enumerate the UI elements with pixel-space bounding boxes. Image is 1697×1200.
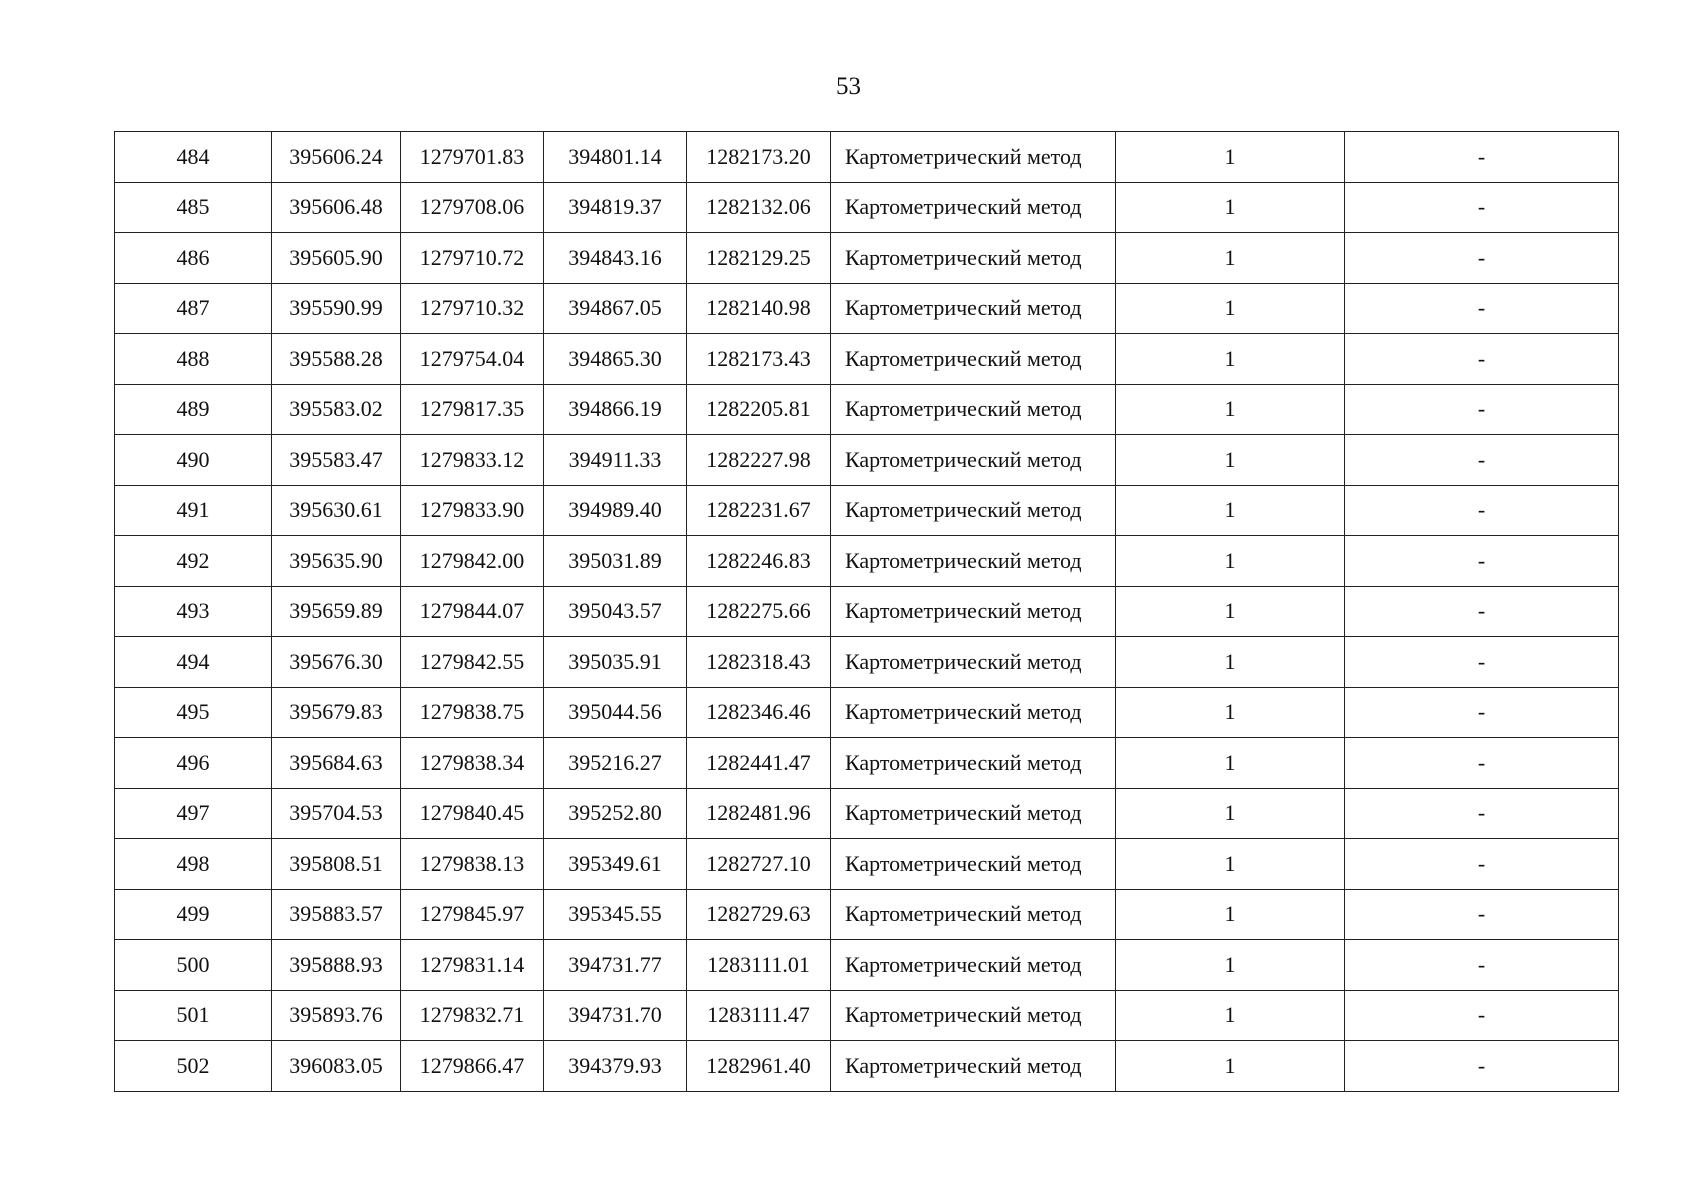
table-row [115, 233, 1619, 284]
point-number-cell: 500 [115, 940, 272, 991]
table-row [115, 132, 1619, 183]
x-coordinate-cell: 396083.05 [272, 1041, 401, 1092]
x-coordinate-cell: 395808.51 [272, 839, 401, 890]
x-coordinate-cell: 395606.48 [272, 182, 401, 233]
accuracy-cell: 1 [1116, 788, 1345, 839]
x-coordinate-cell: 395883.57 [272, 889, 401, 940]
note-cell: - [1345, 940, 1619, 991]
method-cell: Картометрический метод [831, 435, 1116, 486]
note-cell: - [1345, 788, 1619, 839]
x2-coordinate-cell: 395345.55 [544, 889, 687, 940]
table-row [115, 485, 1619, 536]
y-coordinate-cell: 1279701.83 [401, 132, 544, 183]
x-coordinate-cell: 395684.63 [272, 738, 401, 789]
method-cell: Картометрический метод [831, 384, 1116, 435]
point-number-cell: 489 [115, 384, 272, 435]
method-cell: Картометрический метод [831, 586, 1116, 637]
y2-coordinate-cell: 1282227.98 [687, 435, 831, 486]
y2-coordinate-cell: 1282231.67 [687, 485, 831, 536]
y-coordinate-cell: 1279832.71 [401, 990, 544, 1041]
x-coordinate-cell: 395583.47 [272, 435, 401, 486]
accuracy-cell: 1 [1116, 839, 1345, 890]
x-coordinate-cell: 395583.02 [272, 384, 401, 435]
note-cell: - [1345, 839, 1619, 890]
point-number-cell: 485 [115, 182, 272, 233]
x-coordinate-cell: 395888.93 [272, 940, 401, 991]
note-cell: - [1345, 1041, 1619, 1092]
x2-coordinate-cell: 394989.40 [544, 485, 687, 536]
accuracy-cell: 1 [1116, 687, 1345, 738]
x2-coordinate-cell: 395216.27 [544, 738, 687, 789]
method-cell: Картометрический метод [831, 990, 1116, 1041]
note-cell: - [1345, 738, 1619, 789]
point-number-cell: 491 [115, 485, 272, 536]
method-cell: Картометрический метод [831, 182, 1116, 233]
accuracy-cell: 1 [1116, 536, 1345, 587]
x2-coordinate-cell: 395035.91 [544, 637, 687, 688]
x-coordinate-cell: 395893.76 [272, 990, 401, 1041]
accuracy-cell: 1 [1116, 233, 1345, 284]
point-number-cell: 495 [115, 687, 272, 738]
x-coordinate-cell: 395590.99 [272, 283, 401, 334]
table-row [115, 940, 1619, 991]
y2-coordinate-cell: 1282205.81 [687, 384, 831, 435]
table-row [115, 536, 1619, 587]
accuracy-cell: 1 [1116, 889, 1345, 940]
y-coordinate-cell: 1279844.07 [401, 586, 544, 637]
note-cell: - [1345, 637, 1619, 688]
accuracy-cell: 1 [1116, 384, 1345, 435]
method-cell: Картометрический метод [831, 334, 1116, 385]
table-row [115, 637, 1619, 688]
method-cell: Картометрический метод [831, 536, 1116, 587]
x-coordinate-cell: 395704.53 [272, 788, 401, 839]
x2-coordinate-cell: 394731.77 [544, 940, 687, 991]
y2-coordinate-cell: 1282275.66 [687, 586, 831, 637]
y2-coordinate-cell: 1283111.01 [687, 940, 831, 991]
y-coordinate-cell: 1279866.47 [401, 1041, 544, 1092]
x2-coordinate-cell: 394379.93 [544, 1041, 687, 1092]
table-row [115, 990, 1619, 1041]
accuracy-cell: 1 [1116, 1041, 1345, 1092]
note-cell: - [1345, 283, 1619, 334]
accuracy-cell: 1 [1116, 435, 1345, 486]
x2-coordinate-cell: 394865.30 [544, 334, 687, 385]
method-cell: Картометрический метод [831, 839, 1116, 890]
y-coordinate-cell: 1279831.14 [401, 940, 544, 991]
note-cell: - [1345, 990, 1619, 1041]
y-coordinate-cell: 1279833.12 [401, 435, 544, 486]
x2-coordinate-cell: 394911.33 [544, 435, 687, 486]
method-cell: Картометрический метод [831, 940, 1116, 991]
y-coordinate-cell: 1279708.06 [401, 182, 544, 233]
y2-coordinate-cell: 1282246.83 [687, 536, 831, 587]
y-coordinate-cell: 1279833.90 [401, 485, 544, 536]
method-cell: Картометрический метод [831, 1041, 1116, 1092]
page-number: 53 [836, 73, 861, 100]
x-coordinate-cell: 395659.89 [272, 586, 401, 637]
note-cell: - [1345, 586, 1619, 637]
x2-coordinate-cell: 394819.37 [544, 182, 687, 233]
y-coordinate-cell: 1279842.00 [401, 536, 544, 587]
x-coordinate-cell: 395588.28 [272, 334, 401, 385]
coordinates-table-body [115, 132, 1619, 1092]
note-cell: - [1345, 233, 1619, 284]
accuracy-cell: 1 [1116, 738, 1345, 789]
table-row [115, 687, 1619, 738]
table-row [115, 182, 1619, 233]
table-row [115, 839, 1619, 890]
x2-coordinate-cell: 394866.19 [544, 384, 687, 435]
x-coordinate-cell: 395605.90 [272, 233, 401, 284]
method-cell: Картометрический метод [831, 233, 1116, 284]
method-cell: Картометрический метод [831, 485, 1116, 536]
x2-coordinate-cell: 395349.61 [544, 839, 687, 890]
note-cell: - [1345, 435, 1619, 486]
accuracy-cell: 1 [1116, 586, 1345, 637]
x2-coordinate-cell: 394801.14 [544, 132, 687, 183]
method-cell: Картометрический метод [831, 788, 1116, 839]
y-coordinate-cell: 1279838.34 [401, 738, 544, 789]
x-coordinate-cell: 395635.90 [272, 536, 401, 587]
y-coordinate-cell: 1279838.13 [401, 839, 544, 890]
x2-coordinate-cell: 394867.05 [544, 283, 687, 334]
y-coordinate-cell: 1279754.04 [401, 334, 544, 385]
x-coordinate-cell: 395630.61 [272, 485, 401, 536]
table-row [115, 738, 1619, 789]
accuracy-cell: 1 [1116, 132, 1345, 183]
y-coordinate-cell: 1279845.97 [401, 889, 544, 940]
method-cell: Картометрический метод [831, 132, 1116, 183]
x2-coordinate-cell: 395031.89 [544, 536, 687, 587]
table-row [115, 384, 1619, 435]
y2-coordinate-cell: 1282727.10 [687, 839, 831, 890]
table-row [115, 586, 1619, 637]
note-cell: - [1345, 485, 1619, 536]
y-coordinate-cell: 1279838.75 [401, 687, 544, 738]
accuracy-cell: 1 [1116, 283, 1345, 334]
y2-coordinate-cell: 1282173.43 [687, 334, 831, 385]
point-number-cell: 497 [115, 788, 272, 839]
accuracy-cell: 1 [1116, 182, 1345, 233]
point-number-cell: 498 [115, 839, 272, 890]
x-coordinate-cell: 395676.30 [272, 637, 401, 688]
point-number-cell: 494 [115, 637, 272, 688]
accuracy-cell: 1 [1116, 940, 1345, 991]
y2-coordinate-cell: 1282481.96 [687, 788, 831, 839]
y2-coordinate-cell: 1282346.46 [687, 687, 831, 738]
y-coordinate-cell: 1279840.45 [401, 788, 544, 839]
y-coordinate-cell: 1279710.32 [401, 283, 544, 334]
note-cell: - [1345, 132, 1619, 183]
y2-coordinate-cell: 1282318.43 [687, 637, 831, 688]
point-number-cell: 488 [115, 334, 272, 385]
method-cell: Картометрический метод [831, 687, 1116, 738]
point-number-cell: 486 [115, 233, 272, 284]
accuracy-cell: 1 [1116, 637, 1345, 688]
y2-coordinate-cell: 1283111.47 [687, 990, 831, 1041]
x2-coordinate-cell: 395252.80 [544, 788, 687, 839]
table-row [115, 788, 1619, 839]
y-coordinate-cell: 1279710.72 [401, 233, 544, 284]
y-coordinate-cell: 1279842.55 [401, 637, 544, 688]
note-cell: - [1345, 687, 1619, 738]
y2-coordinate-cell: 1282129.25 [687, 233, 831, 284]
table-row [115, 334, 1619, 385]
note-cell: - [1345, 384, 1619, 435]
point-number-cell: 496 [115, 738, 272, 789]
x2-coordinate-cell: 395044.56 [544, 687, 687, 738]
point-number-cell: 493 [115, 586, 272, 637]
point-number-cell: 492 [115, 536, 272, 587]
method-cell: Картометрический метод [831, 738, 1116, 789]
note-cell: - [1345, 182, 1619, 233]
point-number-cell: 487 [115, 283, 272, 334]
table-row [115, 283, 1619, 334]
y2-coordinate-cell: 1282140.98 [687, 283, 831, 334]
accuracy-cell: 1 [1116, 334, 1345, 385]
x2-coordinate-cell: 394731.70 [544, 990, 687, 1041]
y-coordinate-cell: 1279817.35 [401, 384, 544, 435]
y2-coordinate-cell: 1282961.40 [687, 1041, 831, 1092]
y2-coordinate-cell: 1282729.63 [687, 889, 831, 940]
note-cell: - [1345, 334, 1619, 385]
y2-coordinate-cell: 1282173.20 [687, 132, 831, 183]
x-coordinate-cell: 395606.24 [272, 132, 401, 183]
coordinates-table [114, 131, 1619, 1092]
accuracy-cell: 1 [1116, 485, 1345, 536]
method-cell: Картометрический метод [831, 283, 1116, 334]
accuracy-cell: 1 [1116, 990, 1345, 1041]
table-row [115, 435, 1619, 486]
method-cell: Картометрический метод [831, 637, 1116, 688]
point-number-cell: 502 [115, 1041, 272, 1092]
table-row [115, 889, 1619, 940]
method-cell: Картометрический метод [831, 889, 1116, 940]
point-number-cell: 484 [115, 132, 272, 183]
table-row [115, 1041, 1619, 1092]
x2-coordinate-cell: 395043.57 [544, 586, 687, 637]
point-number-cell: 490 [115, 435, 272, 486]
note-cell: - [1345, 536, 1619, 587]
x2-coordinate-cell: 394843.16 [544, 233, 687, 284]
note-cell: - [1345, 889, 1619, 940]
point-number-cell: 499 [115, 889, 272, 940]
point-number-cell: 501 [115, 990, 272, 1041]
y2-coordinate-cell: 1282132.06 [687, 182, 831, 233]
y2-coordinate-cell: 1282441.47 [687, 738, 831, 789]
x-coordinate-cell: 395679.83 [272, 687, 401, 738]
